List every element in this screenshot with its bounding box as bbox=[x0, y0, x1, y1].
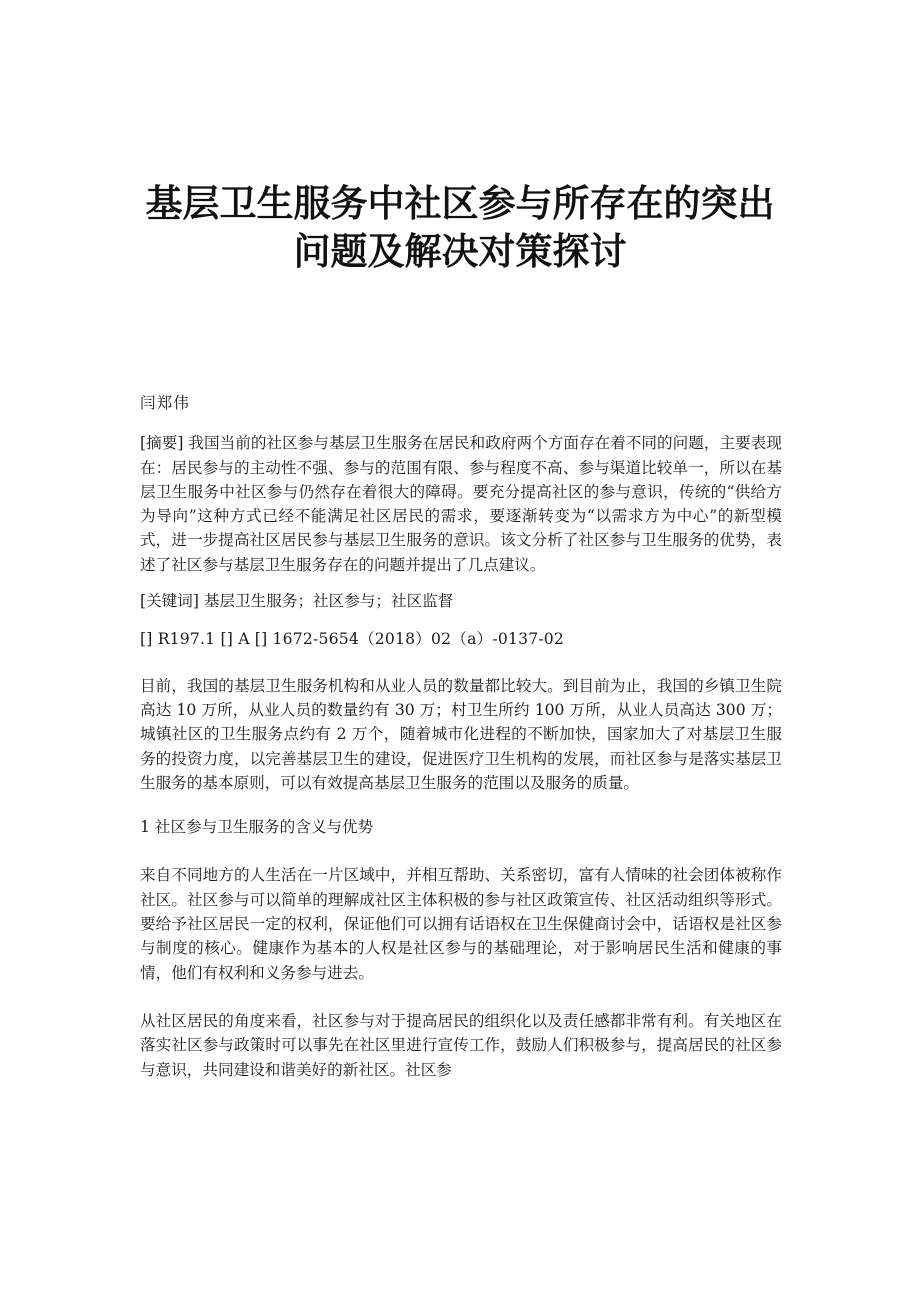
title-line-2: 问题及解决对策探讨 bbox=[293, 230, 627, 273]
document-title bbox=[100, 180, 820, 276]
keywords-line: [关键词] 基层卫生服务；社区参与；社区监督 bbox=[140, 592, 454, 611]
section-1-heading: 1 社区参与卫生服务的含义与优势 bbox=[140, 818, 374, 837]
author-name: 闫郑伟 bbox=[140, 394, 190, 412]
section-1-paragraph-2: 从社区居民的角度来看，社区参与对于提高居民的组织化以及责任感都非常有利。有关地区在落实社区参与政策时可以事先在社区里进行宣传工作，鼓励人们积极参与，提高居民的社区参与意识，共同建设和谐美好的新社区。社区参 bbox=[140, 1011, 782, 1079]
document-body bbox=[140, 391, 782, 1082]
title-line-1: 基层卫生服务中社区参与所存在的突出 bbox=[145, 182, 775, 225]
intro-paragraph: 目前，我国的基层卫生服务机构和从业人员的数量都比较大。到目前为止，我国的乡镇卫生院高达 10 万所，从业人员的数量约有 30 万；村卫生所约 100 万所，从业人员高达 300 万；城镇社区的卫生服务点约有 2 万个，随着城市化进程的不断加快，国家加大了对基层卫生服务的投资力度，以完善基层卫生的建设，促进医疗卫生机构的发展，而社区参与是落实基层卫生服务的基本原则，可以有效提高基层卫生服务的范围以及服务的质量。 bbox=[140, 676, 782, 792]
abstract-paragraph: [摘要] 我国当前的社区参与基层卫生服务在居民和政府两个方面存在着不同的问题，主要表现在：居民参与的主动性不强、参与的范围有限、参与程度不高、参与渠道比较单一，所以在基层卫生服务中社区参与仍然存在着很大的障碍。要充分提高社区的参与意识，传统的“供给方为导向”这种方式已经不能满足社区居民的需求，要逐渐转变为“以需求方为中心”的新型模式，进一步提高社区居民参与基层卫生服务的意识。该文分析了社区参与卫生服务的优势，表述了社区参与基层卫生服务存在的问题并提出了几点建议。 bbox=[140, 434, 782, 574]
section-1-paragraph-1: 来自不同地方的人生活在一片区域中，并相互帮助、关系密切，富有人情味的社会团体被称作社区。社区参与可以简单的理解成社区主体积极的参与社区政策宣传、社区活动组织等形式。要给予社区居民一定的权利，保证他们可以拥有话语权在卫生保健商讨会中，话语权是社区参与制度的核心。健康作为基本的人权是社区参与的基础理论，对于影响居民生活和健康的事情，他们有权利和义务参与进去。 bbox=[140, 866, 782, 982]
classification-line: [] R197.1 [] A [] 1672-5654（2018）02（a）-0137-02 bbox=[140, 630, 565, 649]
